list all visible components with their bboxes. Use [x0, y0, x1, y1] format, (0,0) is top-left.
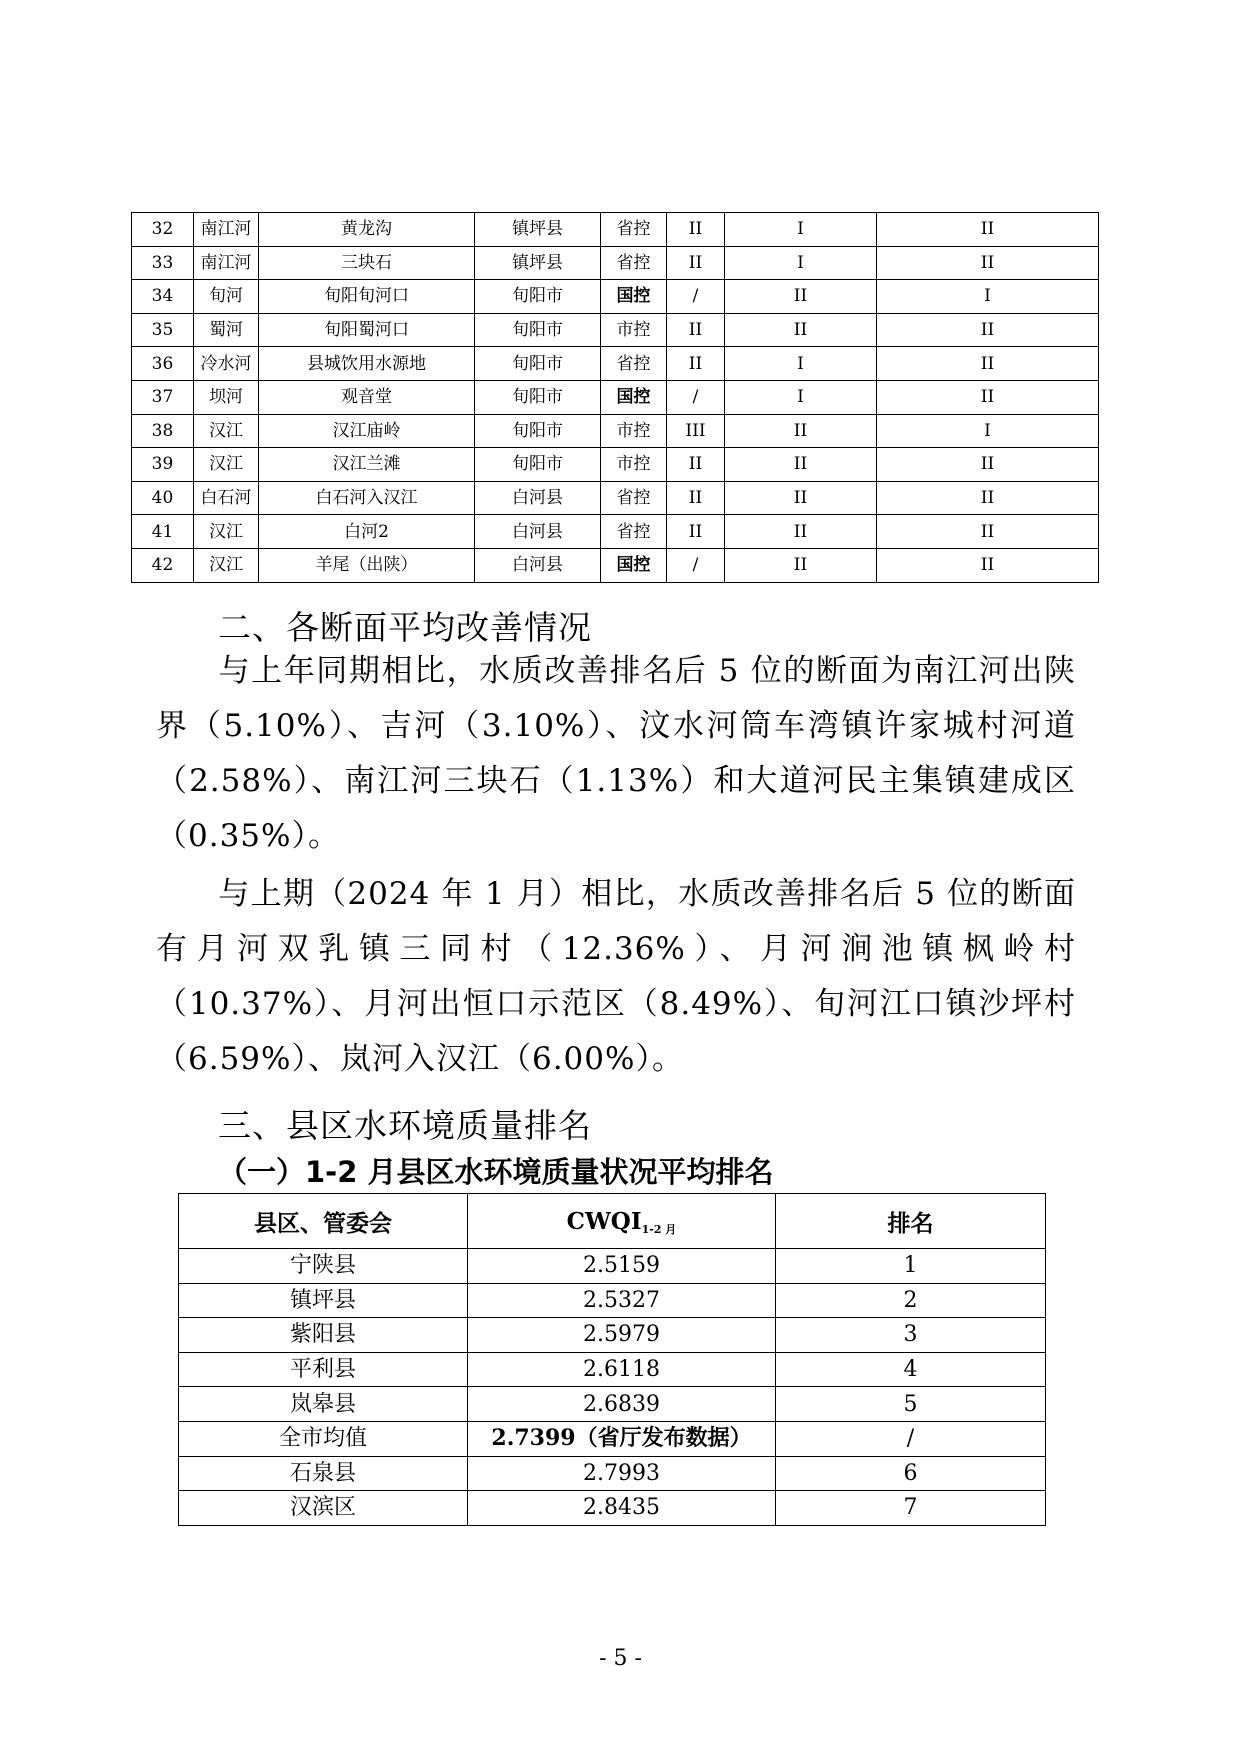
table-cell: 南江河: [194, 246, 259, 280]
table-cell: 旬阳市: [475, 313, 601, 347]
table-cell: 国控: [601, 548, 667, 582]
table-cell: II: [877, 380, 1099, 414]
table-cell: II: [725, 313, 877, 347]
table-cell: 汉江兰滩: [259, 448, 475, 482]
table-cell: II: [877, 448, 1099, 482]
table-cell: /: [667, 280, 725, 314]
ranking-cell: 2.8435: [468, 1491, 776, 1526]
section-water-quality-table: [131, 212, 1099, 583]
table-cell: 白石河: [194, 481, 259, 515]
table-row: [132, 481, 1099, 515]
table-row: [132, 448, 1099, 482]
ranking-cell: 2.7399（省厅发布数据）: [468, 1421, 776, 1456]
table-row: [132, 414, 1099, 448]
ranking-cell: 镇坪县: [179, 1283, 468, 1318]
table-cell: II: [877, 313, 1099, 347]
table-cell: II: [667, 246, 725, 280]
table-cell: 旬阳市: [475, 280, 601, 314]
table-cell: 35: [132, 313, 194, 347]
table-cell: I: [877, 280, 1099, 314]
page-number: - 5 -: [599, 1646, 642, 1671]
ranking-row: [179, 1491, 1046, 1526]
table-row: [132, 246, 1099, 280]
table-cell: 白河县: [475, 548, 601, 582]
table-cell: 省控: [601, 347, 667, 381]
table-row: [132, 380, 1099, 414]
table-cell: 市控: [601, 448, 667, 482]
table-cell: 蜀河: [194, 313, 259, 347]
table-cell: 32: [132, 213, 194, 247]
table-cell: I: [725, 246, 877, 280]
table-cell: /: [667, 548, 725, 582]
table-cell: II: [877, 515, 1099, 549]
table-cell: II: [877, 481, 1099, 515]
table-cell: 省控: [601, 481, 667, 515]
table-cell: 汉江: [194, 548, 259, 582]
table-cell: 白河县: [475, 481, 601, 515]
ranking-cell: 岚皋县: [179, 1387, 468, 1422]
header-county: 县区、管委会: [179, 1194, 468, 1249]
table-cell: 42: [132, 548, 194, 582]
table-cell: 白石河入汉江: [259, 481, 475, 515]
table-cell: 旬阳旬河口: [259, 280, 475, 314]
table-cell: II: [667, 448, 725, 482]
table-row: [132, 280, 1099, 314]
table-cell: II: [725, 481, 877, 515]
ranking-cell: 1: [776, 1249, 1046, 1284]
table-row: [132, 347, 1099, 381]
table-cell: 旬阳市: [475, 414, 601, 448]
ranking-cell: 2.6118: [468, 1352, 776, 1387]
table-cell: 41: [132, 515, 194, 549]
table-cell: I: [725, 213, 877, 247]
section3-heading: 三、县区水环境质量排名: [218, 1106, 592, 1145]
ranking-cell: 2.5979: [468, 1318, 776, 1353]
table-cell: I: [725, 347, 877, 381]
ranking-cell: 宁陕县: [179, 1249, 468, 1284]
table-cell: 镇坪县: [475, 246, 601, 280]
table-cell: II: [877, 347, 1099, 381]
ranking-cell: 石泉县: [179, 1456, 468, 1491]
ranking-cell: /: [776, 1421, 1046, 1456]
ranking-cell: 全市均值: [179, 1421, 468, 1456]
table-row: [132, 515, 1099, 549]
ranking-cell: 3: [776, 1318, 1046, 1353]
table-cell: 市控: [601, 313, 667, 347]
table-cell: II: [877, 213, 1099, 247]
ranking-row: [179, 1283, 1046, 1318]
table-cell: II: [725, 548, 877, 582]
ranking-cell: 汉滨区: [179, 1491, 468, 1526]
table-cell: 市控: [601, 414, 667, 448]
table-cell: 县城饮用水源地: [259, 347, 475, 381]
table-cell: 旬阳市: [475, 448, 601, 482]
table-cell: 34: [132, 280, 194, 314]
ranking-cell: 紫阳县: [179, 1318, 468, 1353]
table-cell: 省控: [601, 213, 667, 247]
table-cell: II: [877, 548, 1099, 582]
table-cell: I: [725, 380, 877, 414]
table-cell: III: [667, 414, 725, 448]
header-cwqi: $CWQI_{1-2 月}$: [468, 1194, 776, 1249]
table-row: [132, 313, 1099, 347]
ranking-row: [179, 1352, 1046, 1387]
table-cell: II: [667, 481, 725, 515]
ranking-cell: 5: [776, 1387, 1046, 1422]
table-cell: 省控: [601, 246, 667, 280]
ranking-cell: 4: [776, 1352, 1046, 1387]
ranking-cell: 6: [776, 1456, 1046, 1491]
table-cell: 三块石: [259, 246, 475, 280]
ranking-row: [179, 1318, 1046, 1353]
table-cell: II: [877, 246, 1099, 280]
table-cell: 旬阳市: [475, 380, 601, 414]
table-cell: 黄龙沟: [259, 213, 475, 247]
section2-heading: 二、各断面平均改善情况: [218, 608, 592, 647]
table-cell: 36: [132, 347, 194, 381]
table-row: [132, 548, 1099, 582]
table-cell: 羊尾（出陕）: [259, 548, 475, 582]
table-cell: 汉江: [194, 448, 259, 482]
ranking-cell: 2.6839: [468, 1387, 776, 1422]
table-cell: II: [667, 515, 725, 549]
ranking-row: [179, 1421, 1046, 1456]
table-cell: 37: [132, 380, 194, 414]
county-ranking-table: [178, 1193, 1046, 1526]
table-cell: II: [667, 313, 725, 347]
table-cell: 旬阳市: [475, 347, 601, 381]
table-cell: I: [877, 414, 1099, 448]
table-cell: 观音堂: [259, 380, 475, 414]
table-cell: II: [725, 515, 877, 549]
table-cell: 坝河: [194, 380, 259, 414]
section3-subheading: （一）1-2 月县区水环境质量状况平均排名: [218, 1155, 774, 1189]
ranking-row: [179, 1249, 1046, 1284]
table-cell: /: [667, 380, 725, 414]
table-cell: 汉江: [194, 515, 259, 549]
table-cell: 南江河: [194, 213, 259, 247]
table-cell: II: [667, 347, 725, 381]
section2-paragraph-2: 与上期（2024 年 1 月）相比，水质改善排名后 5 位的断面有月河双乳镇三同村（12.36%）、月河涧池镇枫岭村（10.37%）、月河出恒口示范区（8.49%）、旬河江口镇沙坪村（6.59%）、岚河入汉江（6.00%）。: [156, 876, 1076, 1077]
table-row: [132, 213, 1099, 247]
table-cell: 汉江: [194, 414, 259, 448]
table-cell: II: [667, 213, 725, 247]
table-cell: 旬河: [194, 280, 259, 314]
table-cell: II: [725, 280, 877, 314]
table-cell: II: [725, 414, 877, 448]
ranking-cell: 2: [776, 1283, 1046, 1318]
table-cell: 镇坪县: [475, 213, 601, 247]
table-cell: 白河县: [475, 515, 601, 549]
ranking-cell: 平利县: [179, 1352, 468, 1387]
table-cell: 白河2: [259, 515, 475, 549]
ranking-row: [179, 1387, 1046, 1422]
ranking-cell: 7: [776, 1491, 1046, 1526]
table-cell: 汉江庙岭: [259, 414, 475, 448]
table-cell: 40: [132, 481, 194, 515]
table-cell: 旬阳蜀河口: [259, 313, 475, 347]
table-cell: 国控: [601, 380, 667, 414]
header-rank: 排名: [776, 1194, 1046, 1249]
ranking-cell: 2.7993: [468, 1456, 776, 1491]
table-cell: 国控: [601, 280, 667, 314]
table-cell: 33: [132, 246, 194, 280]
table-cell: 39: [132, 448, 194, 482]
ranking-cell: 2.5327: [468, 1283, 776, 1318]
section2-paragraph-1: 与上年同期相比，水质改善排名后 5 位的断面为南江河出陕界（5.10%）、吉河（3.10%）、汶水河筒车湾镇许家城村河道（2.58%）、南江河三块石（1.13%）和大道河民主集镇建成区（0.35%）。: [156, 653, 1076, 854]
table-cell: 38: [132, 414, 194, 448]
table-cell: II: [725, 448, 877, 482]
table-cell: 省控: [601, 515, 667, 549]
ranking-cell: 2.5159: [468, 1249, 776, 1284]
ranking-header-row: [179, 1194, 1046, 1249]
table-cell: 冷水河: [194, 347, 259, 381]
ranking-row: [179, 1456, 1046, 1491]
